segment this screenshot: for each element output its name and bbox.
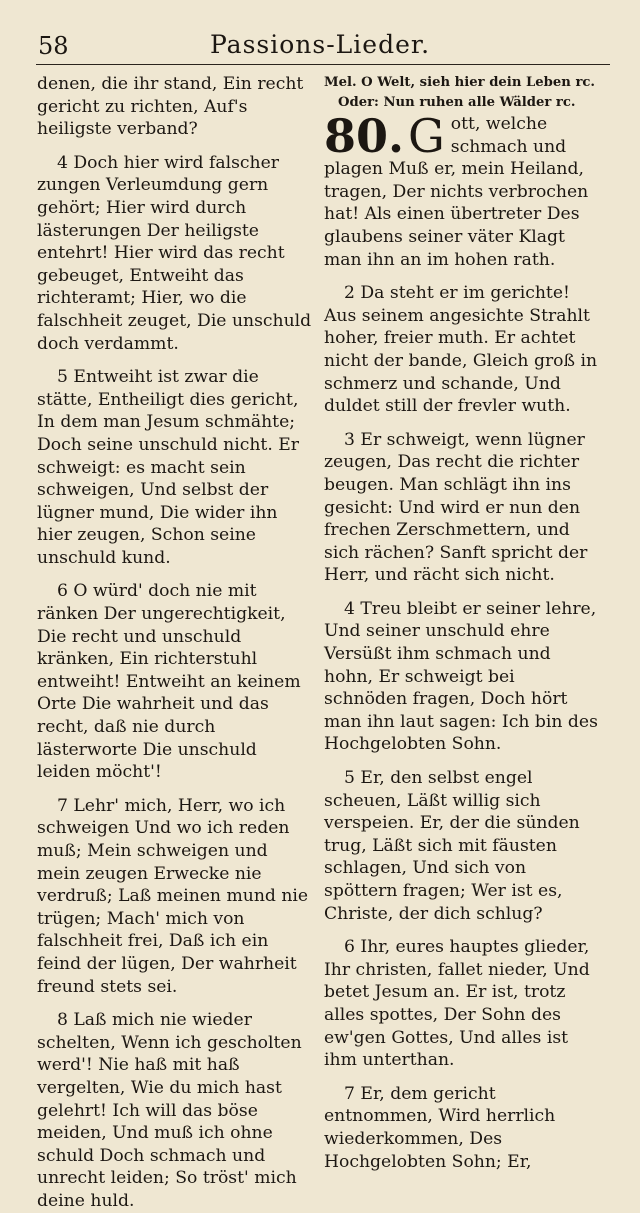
melody-note: [324, 73, 600, 113]
melody-line-2: Oder: Nun ruhen alle Wälder rc.: [338, 95, 576, 110]
stanza-7: 7 Lehr' mich, Herr, wo ich schweigen Und wo ich reden muß; Mein schweigen und mein zeugen Erwecke nie verdruß; Laß meinen mund nie trügen; Mach' mich von falschheit frei, Daß ich ein feind der lügen, Der wahrheit freund stets sei.: [37, 795, 309, 997]
stanza-6: 6 O würd' doch nie mit ränken Der ungerechtigkeit, Die recht und unschuld kränken, Ein richterstuhl entweiht! Entweiht an keinem Orte Die wahrheit und das recht, daß nie durch lästerworte Die unschuld leiden möcht'!: [37, 581, 301, 783]
hymn-80-stanza-1: [324, 109, 600, 271]
left-column: [37, 73, 313, 1213]
page-header: [38, 26, 602, 66]
right-column: [324, 73, 600, 1173]
page-number: 58: [38, 32, 69, 60]
stanza-8: 8 Laß mich nie wieder schelten, Wenn ich gescholten werd'! Nie haß mit haß vergelten, Wie du mich hast gelehrt! Ich will das böse meiden, Und muß ich ohne schuld Doch schmach und unrecht leiden; So tröst' mich deine huld.: [37, 1010, 302, 1211]
running-title: Passions-Lieder.: [209, 30, 431, 59]
hymn-80-stanza-7: 7 Er, dem gericht entnommen, Wird herrlich wiederkommen, Des Hochgelobten Sohn; Er,: [324, 1083, 556, 1172]
hymn-80-stanza-3: 3 Er schweigt, wenn lügner zeugen, Das recht die richter beugen. Man schlägt ihn ins gesicht: Und wird er nun den frechen Zerschmettern, und sich rächen? Sanft spricht der Herr, und rächt sich nicht.: [324, 429, 588, 586]
hymn-80-stanza-6: 6 Ihr, eures hauptes glieder, Ihr christen, fallet nieder, Und betet Jesum an. Er ist, trotz alles spottes, Der Sohn des ew'gen Gottes, Und alles ist ihm unterthan.: [324, 937, 590, 1071]
drop-cap: G: [408, 109, 445, 163]
hymn-80-stanza-4: 4 Treu bleibt er seiner lehre, Und seiner unschuld ehre Versüßt ihm schmach und hohn, Er schweigt bei schnöden fragen, Doch hört man ihn laut sagen: Ich bin des Hochgelobten Sohn.: [324, 598, 598, 755]
hymn-80-stanza-5: 5 Er, den selbst engel scheuen, Läßt willig sich verspeien. Er, der die sünden trug, Läßt sich mit fäusten schlagen, Und sich von spöttern fragen; Wer ist es, Christe, der dich schlug?: [324, 768, 580, 924]
stanza-1-text: ott, welche schmach und plagen Muß er, mein Heiland, tragen, Der nichts verbrochen hat! Als einen übertreter Des glaubens seiner väter Klagt man ihn an im hohen rath.: [324, 114, 589, 270]
melody-line-1: Mel. O Welt, sieh hier dein Leben rc.: [324, 75, 596, 90]
hymn-80-stanza-2: 2 Da steht er im gerichte! Aus seinem angesichte Strahlt hoher, freier muth. Er achtet nicht der bande, Gleich groß in schmerz und schande, Und duldet still der frevler wuth.: [324, 283, 598, 417]
header-rule: [36, 64, 610, 65]
continued-stanza: denen, die ihr stand, Ein recht gericht zu richten, Auf's heiligste verband?: [37, 74, 304, 140]
hymn-number: 80.: [324, 109, 405, 163]
stanza-5: 5 Entweiht ist zwar die stätte, Entheiligt dies gericht, In dem man Jesum schmähte; Doch seine unschuld nicht. Er schweigt: es macht sein schweigen, Und selbst der lügner mund, Die wider ihn hier zeugen, Schon seine unschuld kund.: [37, 367, 300, 568]
stanza-4: 4 Doch hier wird falscher zungen Verleumdung gern gehört; Hier wird durch lästerungen Der heiligste entehrt! Hier wird das recht gebeuget, Entweiht das richteramt; Hier, wo die falschheit zeuget, Die unschuld doch verdammt.: [37, 152, 312, 354]
